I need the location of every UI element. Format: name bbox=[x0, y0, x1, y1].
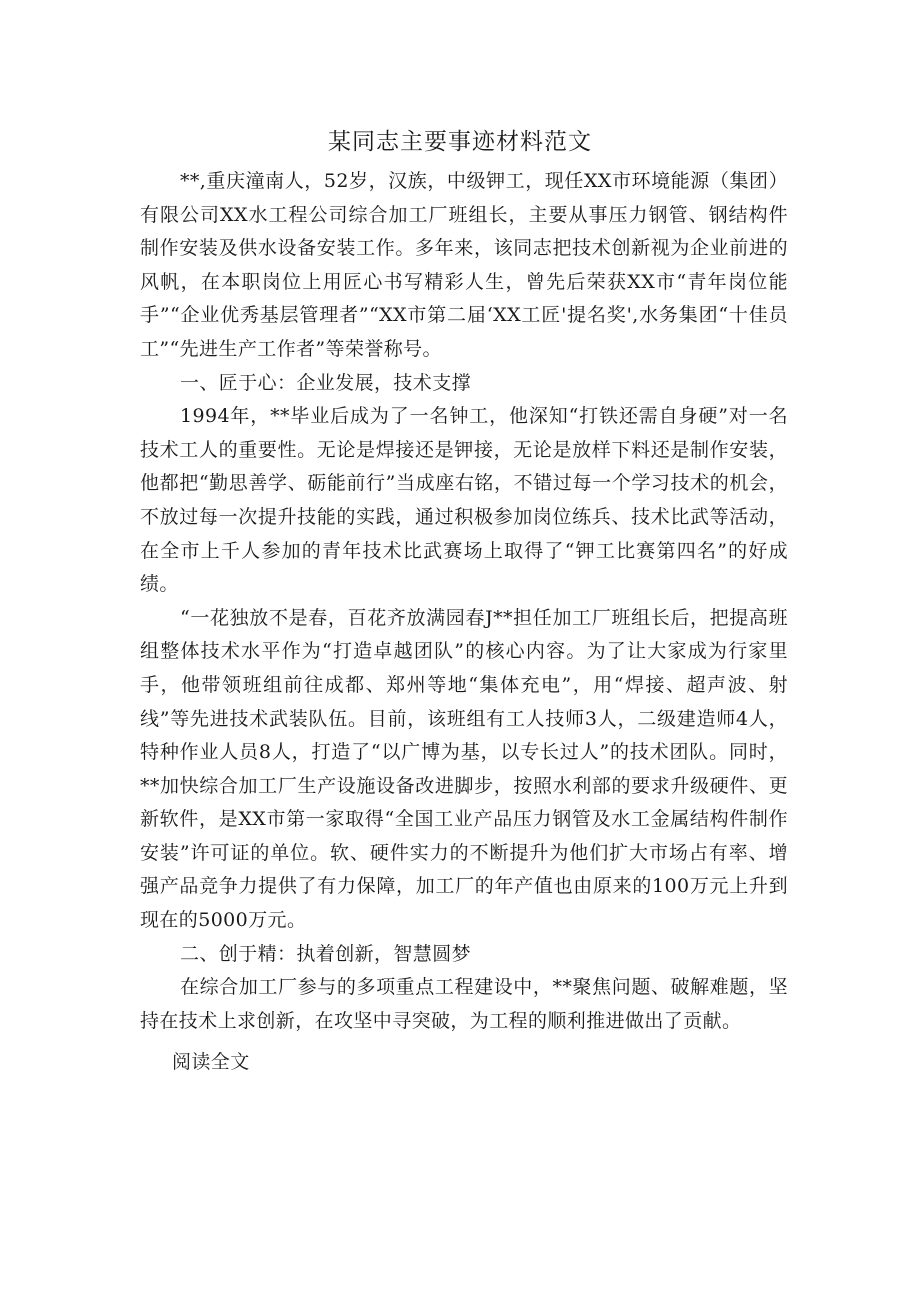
section-heading-1: 一、匠于心：企业发展，技术支撑 bbox=[180, 371, 472, 394]
body-paragraph: 在综合加工厂参与的多项重点工程建设中，**聚焦问题、破解难题，坚持在技术上求创新，在攻坚中寻突破，为工程的顺利推进做出了贡献。 bbox=[140, 976, 788, 1032]
document-body bbox=[140, 165, 788, 1080]
document-title: 某同志主要事迹材料范文 bbox=[328, 129, 592, 155]
body-paragraph: 1994年，**毕业后成为了一名钟工，他深知“打铁还需自身硬”对一名技术工人的重要性。无论是焊接还是钾接，无论是放样下料还是制作安装，他都把“勤思善学、砺能前行”当成座右铭，不错过每一个学习技术的机会，不放过每一次提升技能的实践，通过积极参加岗位练兵、技术比武等活动，在全市上千人参加的青年技术比武赛场上取得了“钾工比赛第四名”的好成绩。 bbox=[140, 405, 788, 596]
section-heading-2: 二、创于精：执着创新，智慧圆梦 bbox=[180, 942, 472, 965]
read-more-link[interactable]: 阅读全文 bbox=[172, 1051, 250, 1074]
intro-paragraph: **,重庆潼南人，52岁，汉族，中级钾工，现任XX市环境能源（集团）有限公司XX水工程公司综合加工厂班组长，主要从事压力钢管、钢结构件制作安装及供水设备安装工作。多年来，该同志把技术创新视为企业前进的风帆，在本职岗位上用匠心书写精彩人生，曾先后荣获XX市“青年岗位能手”“企业优秀基层管理者”“XX市第二届‘XX工匠'提名奖',水务集团“十佳员工”“先进生产工作者”等荣誉称号。 bbox=[140, 170, 788, 360]
body-paragraph: “一花独放不是春，百花齐放满园春J**担任加工厂班组长后，把提高班组整体技术水平作为“打造卓越团队”的核心内容。为了让大家成为行家里手，他带领班组前往成都、郑州等地“集体充电”，用“焊接、超声波、射线”等先进技术武装队伍。目前，该班组有工人技师3人，二级建造师4人，特种作业人员8人，打造了“以广博为基，以专长过人”的技术团队。同时，**加快综合加工厂生产设施设备改进脚步，按照水利部的要求升级硬件、更新软件，是XX市第一家取得“全国工业产品压力钢管及水工金属结构件制作安装”许可证的单位。软、硬件实力的不断提升为他们扩大市场占有率、增强产品竞争力提供了有力保障，加工厂的年产值也由原来的100万元上升到现在的5000万元。 bbox=[140, 606, 788, 932]
